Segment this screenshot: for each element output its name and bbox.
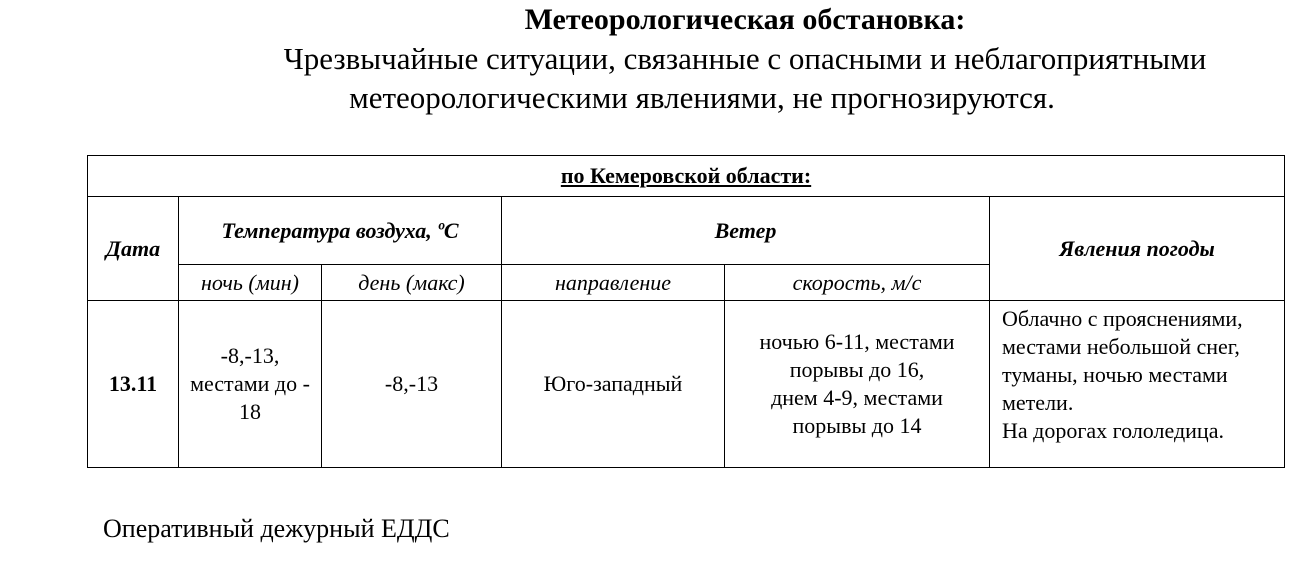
wind-speed-line: днем 4-9, местами: [771, 385, 943, 410]
wind-speed-line: порывы до 14: [792, 413, 922, 438]
night-temp-cell: [179, 301, 322, 468]
phenomena-line: На дорогах гололедица.: [1002, 418, 1224, 443]
phenomena-header: Явления погоды: [990, 197, 1285, 301]
wind-header: Ветер: [502, 197, 990, 265]
header-row: [88, 197, 1285, 265]
wind-speed-line: порывы до 16,: [789, 357, 925, 382]
phenomena-line: туманы, ночью местами: [1002, 362, 1228, 387]
temperature-header: Температура воздуха, ºС: [179, 197, 502, 265]
day-header: день (макс): [322, 265, 502, 301]
page-title: Метеорологическая обстановка:: [524, 3, 966, 36]
footer-signature: Оперативный дежурный ЕДДС: [103, 514, 450, 543]
night-temp-line: 18: [239, 399, 261, 424]
wind-direction-cell: Юго-западный: [502, 301, 725, 468]
phenomena-line: метели.: [1002, 390, 1074, 415]
wind-speed-cell: [725, 301, 990, 468]
date-cell: 13.11: [88, 301, 179, 468]
table-row: [88, 301, 1285, 468]
direction-header: направление: [502, 265, 725, 301]
subtitle-line-1: Чрезвычайные ситуации, связанные с опасными и неблагоприятными: [283, 41, 1207, 76]
subtitle-line-2: метеорологическими явлениями, не прогнозируются.: [349, 80, 1055, 115]
night-temp-line: -8,-13,: [220, 343, 280, 368]
region-header: по Кемеровской области:: [88, 156, 1285, 197]
phenomena-cell: [990, 301, 1285, 468]
phenomena-line: местами небольшой снег,: [1002, 334, 1240, 359]
night-temp-line: местами до -: [190, 371, 310, 396]
wind-speed-line: ночью 6-11, местами: [759, 329, 955, 354]
weather-table: [87, 155, 1285, 468]
date-header: Дата: [88, 197, 179, 301]
phenomena-line: Облачно с прояснениями,: [1002, 306, 1243, 331]
speed-header: скорость, м/с: [725, 265, 990, 301]
day-temp-cell: -8,-13: [322, 301, 502, 468]
region-row: [88, 156, 1285, 197]
night-header: ночь (мин): [179, 265, 322, 301]
